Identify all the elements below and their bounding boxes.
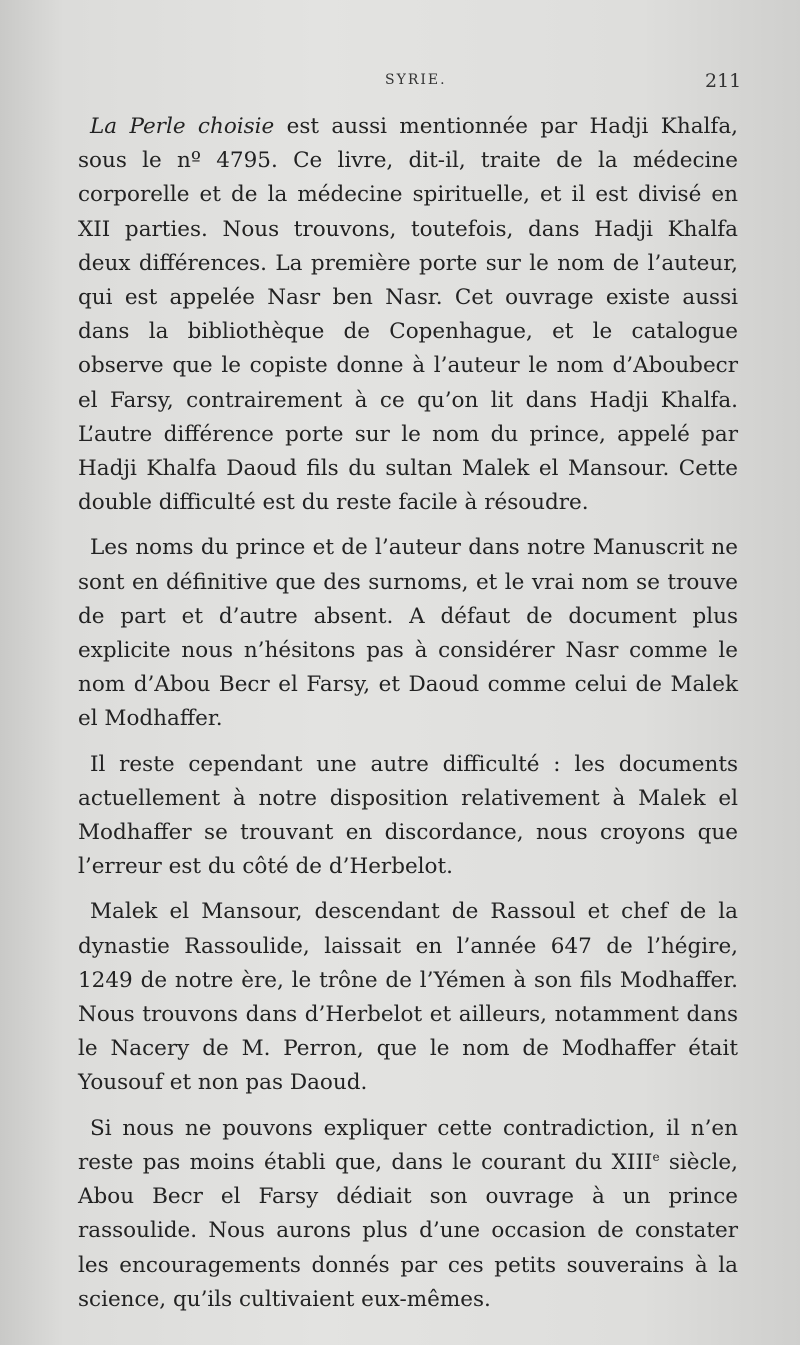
paragraph-4: Malek el Mansour, descendant de Rassoul et chef de la dynastie Rassoulide, laissait en l’année 647 de l’hégire, 1249 de notre ère, le trône de l’Yémen à son fils Modhaffer. Nous trouvons dans d’Herbelot et ailleurs, notamment dans le Nacery de M. Perron, que le nom de Modhaffer était Yousouf et non pas Daoud. bbox=[78, 899, 738, 1096]
running-title: SYRIE. bbox=[385, 72, 447, 88]
body-text bbox=[78, 110, 738, 1317]
paragraph-1-text: est aussi mentionnée par Hadji Khalfa, sous le nº 4795. Ce livre, dit-il, traite de la médecine corporelle et de la médecine spirituelle, et il est divisé en XII parties. Nous trouvons, toutefois, dans Hadji Khalfa deux différences. La première porte sur le nom de l’auteur, qui est appelée Nasr ben Nasr. Cet ouvrage existe aussi dans la bibliothèque de Copenhague, et le catalogue observe que le copiste donne à l’auteur le nom d’Aboubecr el Farsy, contrairement à ce qu’on lit dans Hadji Khalfa. L’autre différence porte sur le nom du prince, appelé par Hadji Khalfa Daoud fils du sultan Malek el Mansour. Cette double difficulté est du reste facile à résoudre. bbox=[78, 114, 738, 516]
book-title-italic: La Perle choisie bbox=[90, 114, 275, 139]
paragraph-5 bbox=[78, 1112, 738, 1317]
paragraph-5-text-before: Si nous ne pouvons expliquer cette contradiction, il n’en reste pas moins établi que, dans le courant du XIII bbox=[78, 1115, 738, 1175]
paragraph-1 bbox=[78, 110, 738, 520]
running-head bbox=[0, 70, 800, 94]
page-number: 211 bbox=[705, 70, 742, 92]
paragraph-2: Les noms du prince et de l’auteur dans notre Manuscrit ne sont en définitive que des surnoms, et le vrai nom se trouve de part et d’autre absent. A défaut de document plus explicite nous n’hésitons pas à considérer Nasr comme le nom d’Abou Becr el Farsy, et Daoud comme celui de Malek el Modhaffer. bbox=[78, 535, 738, 732]
paragraph-5-text-after: siècle, Abou Becr el Farsy dédiait son ouvrage à un prince rassoulide. Nous aurons plus d’une occasion de constater les encouragements donnés par ces petits souverains à la science, qu’ils cultivaient eux-mêmes. bbox=[78, 1149, 738, 1312]
century-superscript: e bbox=[652, 1149, 660, 1164]
paragraph-3: Il reste cependant une autre difficulté : les documents actuellement à notre disposition relativement à Malek el Modhaffer se trouvant en discordance, nous croyons que l’erreur est du côté de d’Herbelot. bbox=[78, 751, 738, 880]
